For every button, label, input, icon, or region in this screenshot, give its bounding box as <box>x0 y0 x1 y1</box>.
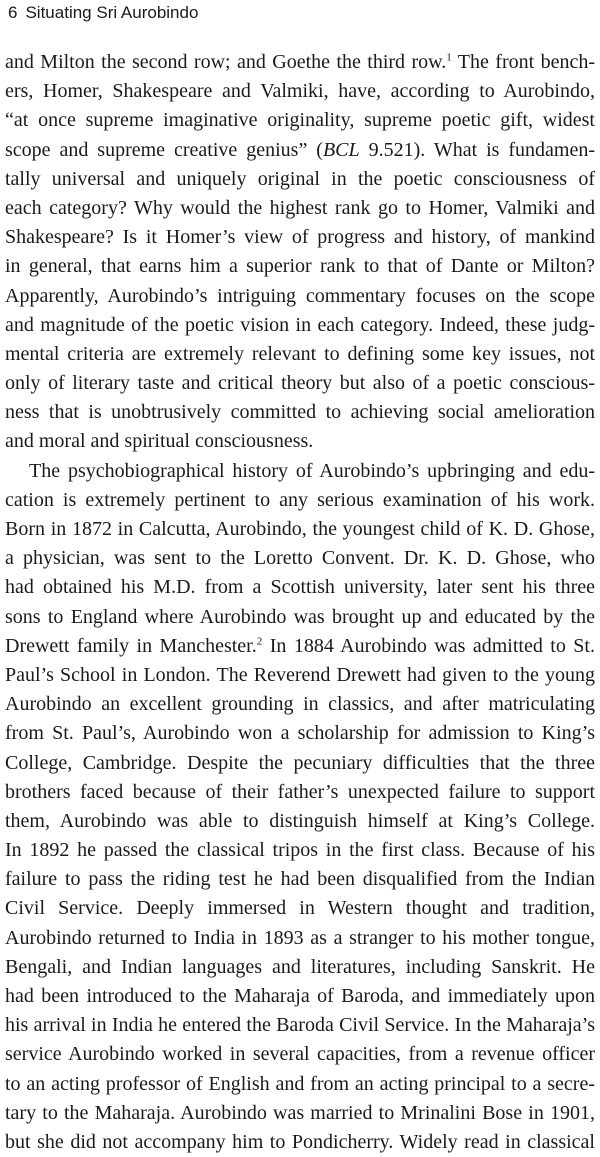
text-line: a physician, was sent to the Loretto Convent. Dr. K. D. Ghose, who <box>5 547 595 570</box>
text-line: Bengali, and Indian languages and literatures, including Sanskrit. He <box>5 955 595 978</box>
paragraph-1 <box>5 48 595 457</box>
running-head <box>8 2 198 24</box>
text-line: Apparently, Aurobindo’s intriguing commentary focuses on the scope <box>5 284 595 307</box>
text-line: “at once supreme imaginative originality, supreme poetic gift, widest <box>5 109 595 132</box>
text-line: Drewett family in Manchester.$^2$ In 1884 Aurobindo was admitted to St. <box>5 634 595 657</box>
text-line: and magnitude of the poetic vision in each category. Indeed, these judg- <box>5 313 595 336</box>
running-title: Situating Sri Aurobindo <box>25 3 199 22</box>
text-line: mental criteria are extremely relevant to defining some key issues, not <box>5 342 595 365</box>
text-line: scope and supreme creative genius” (BCL 9.521). What is fundamen- <box>5 138 595 161</box>
text-line: but she did not accompany him to Pondicherry. Widely read in classical <box>5 1130 595 1153</box>
text-line: Civil Service. Deeply immersed in Western thought and tradition, <box>5 897 595 920</box>
text-line: from St. Paul’s, Aurobindo won a scholarship for admission to King’s <box>5 722 595 745</box>
text-line: had been introduced to the Maharaja of Baroda, and immediately upon <box>5 985 595 1007</box>
text-line: had obtained his M.D. from a Scottish university, later sent his three <box>5 576 595 599</box>
text-line: College, Cambridge. Despite the pecuniary difficulties that the three <box>5 751 595 774</box>
body-text <box>5 48 595 1157</box>
footnote-marker: 2 <box>256 635 263 648</box>
text-line: Aurobindo an excellent grounding in classics, and after matriculating <box>5 693 595 716</box>
text-line: in general, that earns him a superior rank to that of Dante or Milton? <box>5 255 595 278</box>
text-line: tary to the Maharaja. Aurobindo was married to Mrinalini Bose in 1901, <box>5 1101 595 1124</box>
text-line: ers, Homer, Shakespeare and Valmiki, have, according to Aurobindo, <box>5 80 595 103</box>
text-line: sons to England where Aurobindo was brought up and educated by the <box>5 605 595 628</box>
text-line: Born in 1872 in Calcutta, Aurobindo, the youngest child of K. D. Ghose, <box>5 518 595 540</box>
text-line: The psychobiographical history of Aurobindo’s upbringing and edu- <box>29 459 595 482</box>
page-number: 6 <box>8 3 18 22</box>
text-line: Paul’s School in London. The Reverend Drewett had given to the young <box>5 663 595 686</box>
text-line: to an acting professor of English and from an acting principal to a secre- <box>5 1072 595 1095</box>
paragraph-2 <box>5 457 595 1157</box>
text-line: Shakespeare? Is it Homer’s view of progress and history, of mankind <box>5 226 595 249</box>
text-line: cation is extremely pertinent to any serious examination of his work. <box>5 488 595 511</box>
text-line: only of literary taste and critical theory but also of a poetic conscious- <box>5 372 595 395</box>
text-line: them, Aurobindo was able to distinguish himself at King’s College. <box>5 809 595 832</box>
text-line: failure to pass the riding test he had been disqualified from the Indian <box>5 868 595 891</box>
text-line: In 1892 he passed the classical tripos in the first class. Because of his <box>5 839 595 862</box>
footnote-marker: 1 <box>446 51 452 64</box>
text-line: ness that is unobtrusively committed to achieving social amelioration <box>5 401 595 424</box>
text-line: brothers faced because of their father’s unexpected failure to support <box>5 780 595 803</box>
text-line: his arrival in India he entered the Baroda Civil Service. In the Maharaja’s <box>5 1014 595 1037</box>
text-line: each category? Why would the highest rank go to Homer, Valmiki and <box>5 196 595 219</box>
text-line: and Milton the second row; and Goethe the third row.$^1$ The front bench- <box>5 51 595 73</box>
text-line: service Aurobindo worked in several capacities, from a revenue officer <box>5 1043 595 1066</box>
text-line: Aurobindo returned to India in 1893 as a stranger to his mother tongue, <box>5 926 595 949</box>
text-line: and moral and spiritual consciousness. <box>5 430 314 453</box>
text-line: tally universal and uniquely original in the poetic consciousness of <box>5 167 595 190</box>
